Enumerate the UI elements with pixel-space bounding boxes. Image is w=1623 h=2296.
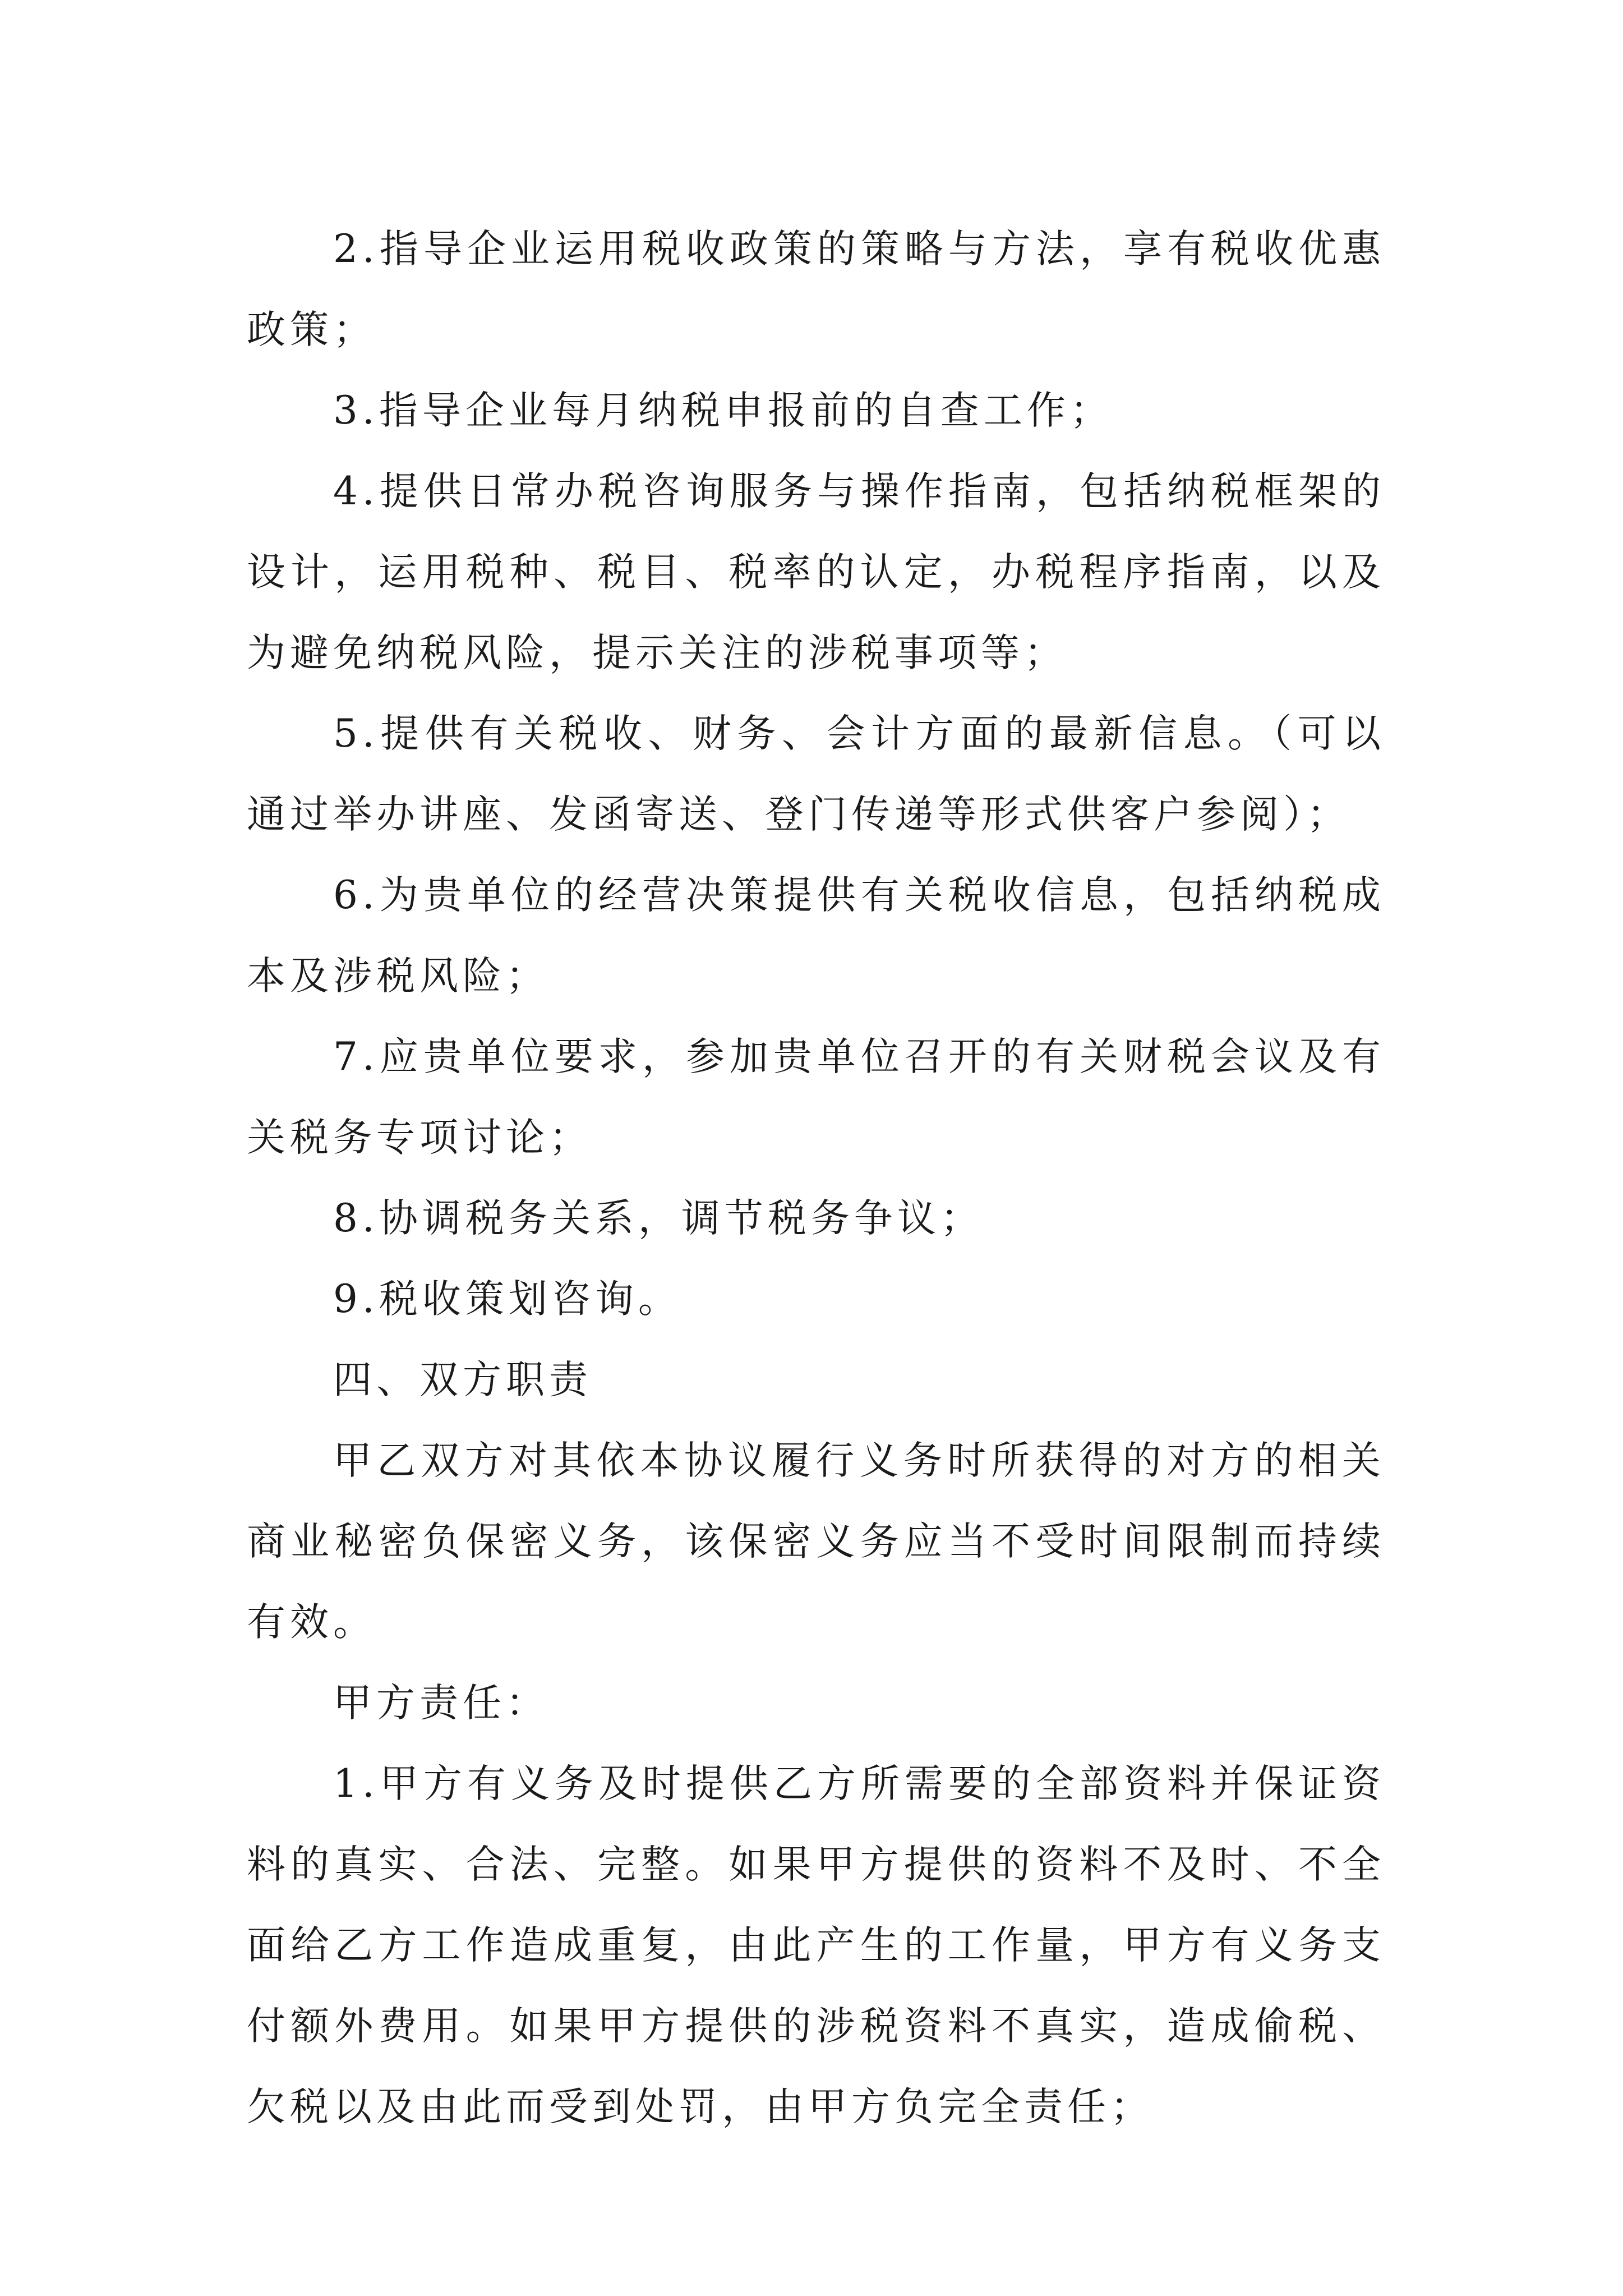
paragraph-item-6: 6.为贵单位的经营决策提供有关税收信息，包括纳税成本及涉税风险； [247, 873, 1385, 999]
document-body [247, 209, 1385, 2147]
paragraph-item-4: 4.提供日常办税咨询服务与操作指南，包括纳税框架的设计，运用税种、税目、税率的认定，办税程序指南，以及为避免纳税风险，提示关注的涉税事项等； [247, 469, 1385, 675]
paragraph-item-5: 5.提供有关税收、财务、会计方面的最新信息。（可以通过举办讲座、发函寄送、登门传递等形式供客户参阅）； [247, 711, 1385, 837]
party-a-heading: 甲方责任： [333, 1681, 549, 1726]
paragraph-item-8: 8.协调税务关系，调节税务争议； [333, 1196, 984, 1241]
section-heading: 四、双方职责 [333, 1358, 592, 1402]
party-a-item-1: 1.甲方有义务及时提供乙方所需要的全部资料并保证资料的真实、合法、完整。如果甲方提供的资料不及时、不全面给乙方工作造成重复，由此产生的工作量，甲方有义务支付额外费用。如果甲方提供的涉税资料不真实，造成偷税、欠税以及由此而受到处罚，由甲方负完全责任； [247, 1761, 1385, 2129]
paragraph-item-2: 2.指导企业运用税收政策的策略与方法，享有税收优惠政策； [247, 227, 1385, 352]
paragraph-item-3: 3.指导企业每月纳税申报前的自查工作； [333, 388, 1113, 433]
confidentiality-paragraph: 甲乙双方对其依本协议履行义务时所获得的对方的相关商业秘密负保密义务，该保密义务应当不受时间限制而持续有效。 [247, 1438, 1385, 1645]
paragraph-item-9: 9.税收策划咨询。 [333, 1277, 681, 1322]
paragraph-item-7: 7.应贵单位要求，参加贵单位召开的有关财税会议及有关税务专项讨论； [247, 1034, 1385, 1160]
